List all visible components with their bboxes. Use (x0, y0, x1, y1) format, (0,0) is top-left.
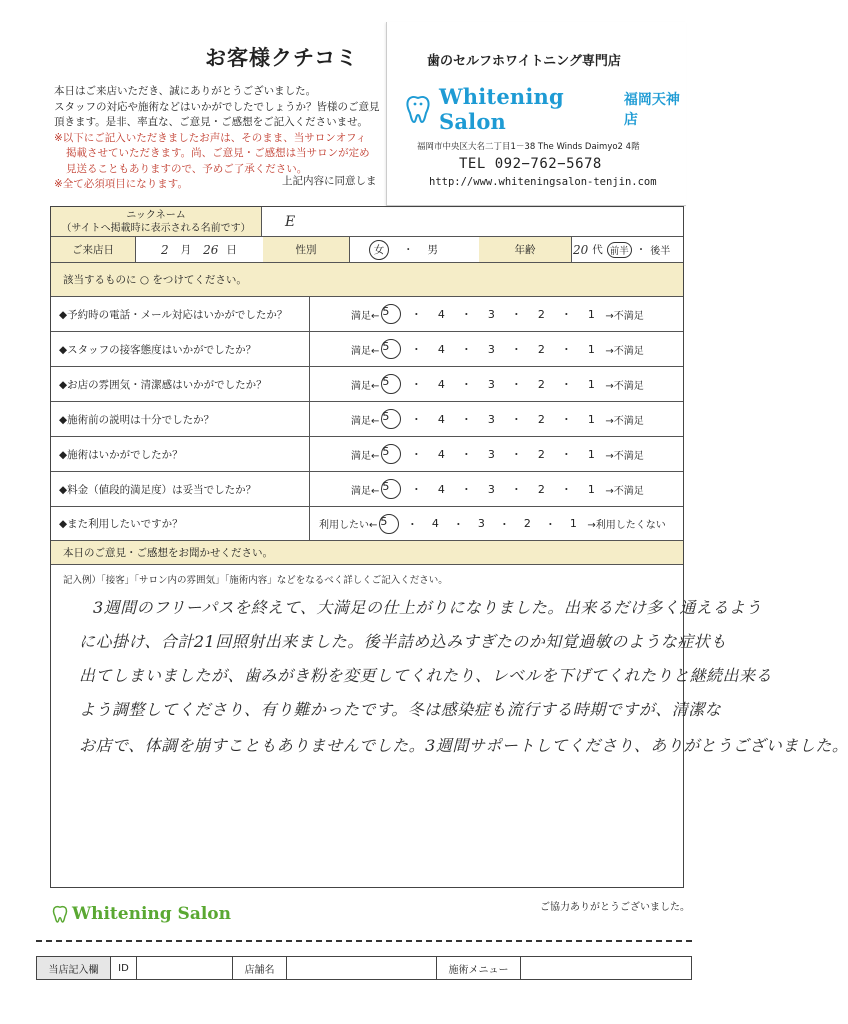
nickname-value[interactable]: E (285, 213, 296, 230)
rating-sep: ・ (560, 448, 572, 461)
rating-sep: ・ (410, 308, 422, 321)
scale-left-label: 満足← (351, 380, 380, 392)
rating-sep: ・ (510, 378, 522, 391)
rating-option[interactable]: 4 (431, 517, 439, 530)
tooth-logo-icon (405, 95, 431, 123)
scale-right-label: →不満足 (605, 345, 644, 357)
id-field[interactable] (137, 957, 233, 979)
card-logo (405, 84, 686, 134)
notice-line: 掲載させていただきます。尚、ご意見・ご感想は当サロンが定め (66, 147, 370, 159)
gender-male[interactable]: 男 (427, 244, 438, 256)
rating-option[interactable]: 1 (587, 412, 595, 426)
rating-sep: ・ (460, 343, 472, 356)
page-title: お客様クチコミ (205, 46, 359, 70)
rating-sep: ・ (510, 483, 522, 496)
card-tel: TEL 092−762−5678 (459, 156, 602, 172)
scale-right-label: →不満足 (605, 415, 644, 427)
rating-option-selected[interactable]: 5 (381, 304, 401, 324)
rating-option[interactable]: 3 (487, 412, 495, 426)
rating-option[interactable]: 3 (487, 342, 495, 356)
question-text: ◆予約時の電話・メール対応はいかがでしたか？ (59, 308, 288, 321)
question-row (51, 402, 683, 437)
rating-scale[interactable] (351, 332, 644, 366)
scale-right-label: →利用したくない (587, 520, 666, 531)
intro-line: 本日はご来店いただき、誠にありがとうございました。 (54, 85, 317, 97)
cut-line (36, 940, 692, 942)
card-address: 福岡市中央区大名二丁目1－38 The Winds Daimyo2 4階 (417, 142, 640, 152)
scale-right-label: →不満足 (605, 310, 644, 322)
card-heading: 歯のセルフホワイトニング専門店 (427, 54, 621, 69)
question-text: ◆施術はいかがでしたか？ (59, 448, 183, 461)
menu-field[interactable] (521, 957, 691, 979)
question-row (51, 367, 683, 402)
age-late[interactable]: 後半 (650, 246, 671, 257)
rating-sep: ・ (410, 448, 422, 461)
gender-sep: ・ (403, 244, 414, 256)
nickname-label (51, 207, 261, 236)
rating-option[interactable]: 4 (437, 482, 445, 496)
thanks-text: ご協力ありがとうございました。 (540, 902, 690, 913)
rating-scale[interactable] (351, 297, 644, 331)
rating-sep: ・ (410, 343, 422, 356)
rating-option[interactable]: 1 (569, 517, 577, 530)
visit-month-unit: 月 (180, 244, 192, 256)
rating-sep: ・ (410, 483, 422, 496)
age-early-selected[interactable]: 前半 (607, 242, 632, 258)
rating-option[interactable]: 1 (587, 377, 595, 391)
rating-sep: ・ (560, 343, 572, 356)
scale-left-label: 満足← (351, 485, 380, 497)
review-form (50, 206, 848, 888)
rating-sep: ・ (498, 517, 510, 531)
rating-sep: ・ (460, 483, 472, 496)
rating-sep: ・ (460, 413, 472, 426)
rating-option[interactable]: 3 (487, 447, 495, 461)
rating-sep: ・ (460, 378, 472, 391)
visit-day-unit: 日 (226, 244, 237, 256)
staff-entry-table (36, 956, 692, 980)
rating-option[interactable]: 2 (537, 447, 545, 461)
section-header (51, 263, 683, 297)
visit-label: ご来店日 (51, 237, 135, 262)
comment-line: よう調整してくださり、有り難かったです。冬は感染症も流行する時期ですが、清潔な (79, 700, 722, 719)
question-row (51, 507, 683, 541)
rating-option-selected[interactable]: 5 (379, 514, 399, 534)
notice-line: ※以下にご記入いただきましたお声は、そのまま、当サロンオフィ (54, 131, 367, 144)
scale-left-label: 利用したい← (319, 520, 378, 531)
rating-option-selected[interactable]: 5 (381, 444, 401, 464)
question-text: ◆施術前の説明は十分でしたか？ (59, 413, 215, 426)
rating-option[interactable]: 4 (437, 307, 445, 321)
nickname-label-main: ニックネーム (126, 209, 186, 221)
rating-scale[interactable] (351, 437, 644, 471)
rating-scale[interactable] (319, 507, 666, 540)
rating-sep: ・ (560, 378, 572, 391)
question-row (51, 332, 683, 367)
menu-label: 施術メニュー (437, 957, 521, 979)
scale-left-label: 満足← (351, 415, 380, 427)
intro-line: 頂きます。是非、率直な、ご意見・ご感想をご記入くださいませ。 (54, 116, 368, 128)
footer-logo (52, 904, 231, 924)
comment-label: 本日のご意見・ご感想をお聞かせください。 (63, 547, 273, 559)
rating-option-selected[interactable]: 5 (381, 339, 401, 359)
rating-scale[interactable] (351, 402, 644, 436)
rating-sep: ・ (510, 413, 522, 426)
visit-day: 26 (203, 242, 219, 257)
comment-line: お店で、体調を崩すこともありませんでした。3週間サポートしてくださり、ありがとうございました。 (79, 736, 848, 755)
rating-sep: ・ (406, 517, 418, 531)
age-label: 年齢 (479, 237, 571, 262)
rating-option[interactable]: 2 (537, 377, 545, 391)
rating-scale[interactable] (351, 472, 644, 506)
rating-option[interactable]: 2 (537, 412, 545, 426)
rating-option[interactable]: 2 (537, 482, 545, 496)
rating-option[interactable]: 3 (487, 377, 495, 391)
scale-right-label: →不満足 (605, 450, 644, 462)
footer-tooth-icon (52, 905, 68, 923)
rating-option[interactable]: 4 (437, 342, 445, 356)
staff-entry-label: 当店記入欄 (37, 957, 111, 979)
rating-sep: ・ (510, 308, 522, 321)
gender-label: 性別 (263, 237, 349, 262)
nickname-label-sub: （サイトへ掲載時に表示される名前です） (61, 222, 251, 234)
visit-month: 2 (161, 242, 169, 257)
question-text: ◆また利用したいですか？ (59, 518, 183, 530)
gender-options[interactable] (369, 237, 479, 262)
rating-sep: ・ (560, 413, 572, 426)
nickname-row (51, 207, 683, 237)
rating-option[interactable]: 2 (537, 342, 545, 356)
rating-option[interactable]: 4 (437, 377, 445, 391)
rating-option[interactable]: 4 (437, 447, 445, 461)
comment-line: に心掛け、合計21回照射出来ました。後半詰め込みすぎたのか知覚過敏のような症状も (79, 632, 727, 651)
store-field[interactable] (287, 957, 437, 979)
agree-text: 上記内容に同意しま (282, 175, 377, 187)
comment-line: 出てしまいましたが、歯みがき粉を変更してくれたり、レベルを下げてくれたりと継続出来る (79, 666, 773, 685)
notice-line: ※全て必須項目になります。 (54, 178, 188, 190)
scale-right-label: →不満足 (605, 485, 644, 497)
scale-left-label: 満足← (351, 310, 380, 322)
rating-sep: ・ (410, 413, 422, 426)
visit-date[interactable] (147, 237, 263, 262)
rating-sep: ・ (410, 378, 422, 391)
age-sep: ・ (635, 244, 647, 256)
scale-left-label: 満足← (351, 345, 380, 357)
rating-option-selected[interactable]: 5 (381, 409, 401, 429)
rating-option[interactable]: 4 (437, 412, 445, 426)
rating-sep: ・ (510, 343, 522, 356)
business-card (386, 22, 686, 206)
intro-line: スタッフの対応や施術などはいかがでしたでしょうか？皆様のご意見 (54, 100, 380, 113)
rating-option[interactable]: 3 (487, 482, 495, 496)
rating-scale[interactable] (351, 367, 644, 401)
comment-line: 3週間のフリーパスを終えて、大満足の仕上がりになりました。出来るだけ多く通えるよう (93, 598, 762, 617)
question-text: ◆お店の雰囲気・清潔感はいかがでしたか？ (59, 378, 267, 391)
age-options[interactable] (573, 237, 683, 262)
gender-female-selected[interactable]: 女 (369, 240, 389, 260)
question-text: ◆スタッフの接客態度はいかがでしたか？ (59, 343, 257, 356)
rating-sep: ・ (452, 517, 464, 531)
question-text: ◆料金（値段的満足度）は妥当でしたか？ (59, 483, 257, 496)
rating-option[interactable]: 1 (587, 342, 595, 356)
scale-left-label: 満足← (351, 450, 380, 462)
card-brand: Whitening Salon (439, 84, 564, 134)
rating-sep: ・ (460, 448, 472, 461)
notice-line: 見送ることもありますので、予めご了承ください。 (66, 162, 308, 175)
rating-option[interactable]: 2 (537, 307, 545, 321)
section-label: 該当するものに ○ をつけてください。 (63, 274, 247, 286)
comment-example: 記入例）「接客」「サロン内の雰囲気」「施術内容」などをなるべく詳しくご記入ください。 (63, 575, 448, 586)
store-label: 店舗名 (233, 957, 287, 979)
age-unit: 代 (592, 244, 603, 256)
rating-sep: ・ (460, 308, 472, 321)
rating-option-selected[interactable]: 5 (381, 374, 401, 394)
rating-option[interactable]: 1 (587, 307, 595, 321)
question-row (51, 437, 683, 472)
visit-row (51, 237, 683, 263)
footer-brand: Whitening Salon (72, 904, 232, 924)
rating-sep: ・ (510, 448, 522, 461)
card-url: http://www.whiteningsalon-tenjin.com (429, 176, 657, 188)
id-label: ID (111, 957, 137, 979)
rating-option-selected[interactable]: 5 (381, 479, 401, 499)
scale-right-label: →不満足 (605, 380, 644, 392)
rating-option[interactable]: 1 (587, 447, 595, 461)
comment-header (51, 541, 683, 565)
rating-sep: ・ (560, 483, 572, 496)
question-row (51, 472, 683, 507)
rating-sep: ・ (560, 308, 572, 321)
rating-option[interactable]: 3 (477, 517, 485, 530)
age-value: 20 (573, 242, 589, 257)
question-row (51, 297, 683, 332)
rating-option[interactable]: 2 (523, 517, 531, 530)
rating-option[interactable]: 1 (587, 482, 595, 496)
rating-sep: ・ (544, 517, 556, 531)
rating-option[interactable]: 3 (487, 307, 495, 321)
card-branch: 福岡天神店 (623, 92, 680, 128)
